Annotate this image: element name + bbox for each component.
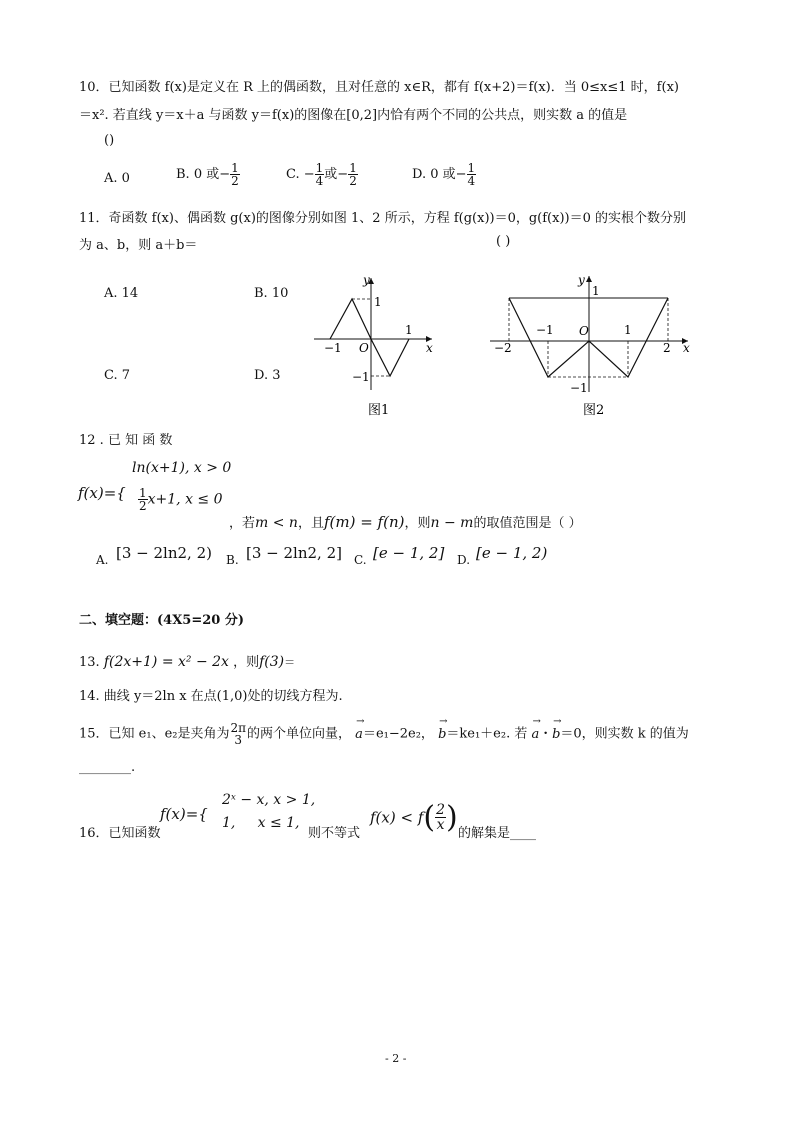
q11-option-c: C. 7 [104, 368, 131, 383]
fig1-tick-m1: −1 [324, 341, 342, 355]
q15-mid1: 的两个单位向量， [247, 726, 352, 742]
q12-option-b: [3 − 2ln2, 2] [246, 544, 342, 562]
q15-vec-a2: → a [531, 715, 541, 742]
q16-mid: 则不等式 [308, 826, 361, 841]
q15-vec-b2: → b [552, 715, 562, 742]
q12-cond1: ，若 [229, 516, 256, 531]
q12-label: 12 . 已 知 函 数 [79, 433, 173, 448]
q12-cond-mn: m < n [255, 515, 298, 531]
fig2-tick-m1: −1 [536, 323, 554, 337]
q10-option-c-den1: 4 [315, 174, 324, 188]
q13-expr: f(2x+1) = x² − 2x [103, 654, 229, 670]
q16-frac-den: x [436, 817, 445, 833]
q12-fx: f(x)={ [78, 484, 126, 502]
q12-case1: ln(x+1), x > 0 [132, 460, 232, 476]
q12-cond-eq: f(m) = f(n) [323, 513, 405, 531]
q10-option-c-den2: 2 [349, 174, 357, 188]
fig1-origin: O [359, 341, 369, 355]
q11-option-a: A. 14 [104, 286, 139, 301]
fig2-caption: 图2 [583, 403, 605, 418]
q10-paren: () [104, 133, 115, 148]
q12-option-a-label: A. [96, 553, 109, 567]
q16-case2: 1, x ≤ 1, [222, 815, 300, 831]
q12-option-c-label: C. [354, 553, 367, 567]
q10-option-c-num1: 1 [315, 161, 324, 175]
q13-ask: f(3) [259, 654, 285, 670]
q11-paren: ( ) [496, 234, 511, 249]
q10-option-c-pre: C. − [286, 167, 315, 182]
fig2-origin: O [579, 324, 589, 338]
q10-option-c [286, 162, 358, 187]
q12-option-b-label: B. [226, 553, 239, 567]
q10-option-d-den: 4 [467, 174, 476, 188]
q16-frac-num: 2 [436, 802, 446, 818]
q12-case2-den: 2 [139, 499, 147, 513]
fig2-tick-2: 2 [663, 341, 671, 355]
fig2-tick-1: 1 [624, 323, 632, 337]
q10-option-c-mid: 或− [324, 167, 349, 182]
q13-tail: ＝ [284, 656, 296, 669]
q15-eq2: ＝ke₁＋e₂. 若 [446, 726, 528, 742]
q10-option-d-pre: D. 0 或− [412, 167, 467, 182]
fig1-tick-y1: 1 [374, 295, 382, 309]
q12-case2-num: 1 [139, 486, 147, 500]
q13-label: 13. [79, 655, 100, 670]
q10-line2: ＝x². 若直线 y＝x＋a 与函数 y＝f(x)的图像在[0,2]内恰有两个不同的公共点，则实数 a 的值是 [79, 108, 628, 123]
fig1-caption: 图1 [368, 403, 390, 418]
q12-option-a: [3 − 2ln2, 2) [116, 544, 212, 562]
q14: 14. 曲线 y＝2ln x 在点(1,0)处的切线方程为. [79, 689, 343, 704]
fig2-x-label: x [683, 341, 690, 355]
q10-option-b [176, 162, 240, 187]
q15 [79, 715, 689, 747]
q10-option-c-num2: 1 [349, 161, 357, 175]
fig2-y-label: y [578, 273, 585, 287]
q15-tail: ＝0，则实数 k 的值为 [560, 726, 689, 742]
q10-option-a: A. 0 [104, 171, 130, 186]
q11-option-b: B. 10 [254, 286, 289, 301]
q13 [79, 651, 295, 670]
fig2-tick-ym1: −1 [570, 381, 588, 395]
fig1-tick-ym1: −1 [352, 370, 370, 384]
q11-line2: 为 a、b，则 a＋b＝ [79, 238, 198, 253]
q16-tail: 的解集是____ [458, 826, 537, 841]
q12-option-c: [e − 1, 2] [373, 544, 445, 562]
q15-angle-den: 3 [234, 733, 243, 747]
q16-fx: f(x)={ [160, 805, 208, 823]
q15-vec-b: → b [438, 715, 448, 742]
q12-cond3: ，则 [404, 516, 431, 531]
fig1-tick-1: 1 [405, 323, 413, 337]
q15-eq1: ＝e₁−2e₂， [362, 726, 434, 742]
q12-case2-rest: x+1, x ≤ 0 [147, 491, 223, 508]
q15-angle-num: 2π [230, 721, 247, 735]
fig1-y-label: y [363, 273, 370, 287]
q11-option-d: D. 3 [254, 368, 281, 383]
q11-line1: 11．奇函数 f(x)、偶函数 g(x)的图像分别如图 1、2 所示，方程 f(g(x))＝0，g(f(x))＝0 的实根个数分别 [79, 211, 687, 226]
q12-option-d-label: D. [457, 553, 471, 567]
figure-1 [308, 268, 448, 424]
q12-cond4: 的取值范围是（ ） [473, 516, 582, 531]
q10-option-b-den: 2 [231, 174, 239, 188]
fig2-tick-m2: −2 [494, 341, 512, 355]
q16-case1: 2ˣ − x, x > 1, [222, 792, 316, 808]
q15-vec-a: → a [355, 715, 365, 742]
page-number: - 2 - [385, 1052, 407, 1065]
figure-2 [486, 268, 696, 424]
q15-dot: · [543, 726, 548, 742]
q12-conditions [229, 512, 582, 531]
q12-cond-diff: n − m [430, 515, 474, 531]
q15-pre: 15．已知 e₁、e₂是夹角为 [79, 726, 230, 742]
q10-option-b-pre: B. 0 或− [176, 167, 231, 182]
q12-cond2: ，且 [297, 516, 324, 531]
q10-line1: 10．已知函数 f(x)是定义在 R 上的偶函数，且对任意的 x∈R，都有 f(x+2)＝f(x)．当 0≤x≤1 时，f(x) [79, 80, 679, 95]
q12-case2 [138, 487, 223, 512]
q15-blank: ________. [79, 760, 136, 775]
section2-title: 二、填空题：(4X5=20 分) [79, 613, 244, 628]
q12-option-d: [e − 1, 2) [476, 544, 548, 562]
q16-ineq-lhs: f(x) < f [370, 808, 424, 827]
q10-option-b-num: 1 [231, 161, 239, 175]
q10-option-d-num: 1 [467, 161, 476, 175]
fig1-curve [330, 299, 409, 376]
q13-mid: ，则 [233, 655, 260, 670]
q16-label: 16．已知函数 [79, 826, 161, 841]
q16-ineq: f(x) < f( $\frac{2}{x}$ ) [370, 800, 458, 835]
fig1-x-label: x [426, 341, 433, 355]
q10-option-d [412, 162, 476, 187]
fig2-tick-y1: 1 [592, 284, 600, 298]
